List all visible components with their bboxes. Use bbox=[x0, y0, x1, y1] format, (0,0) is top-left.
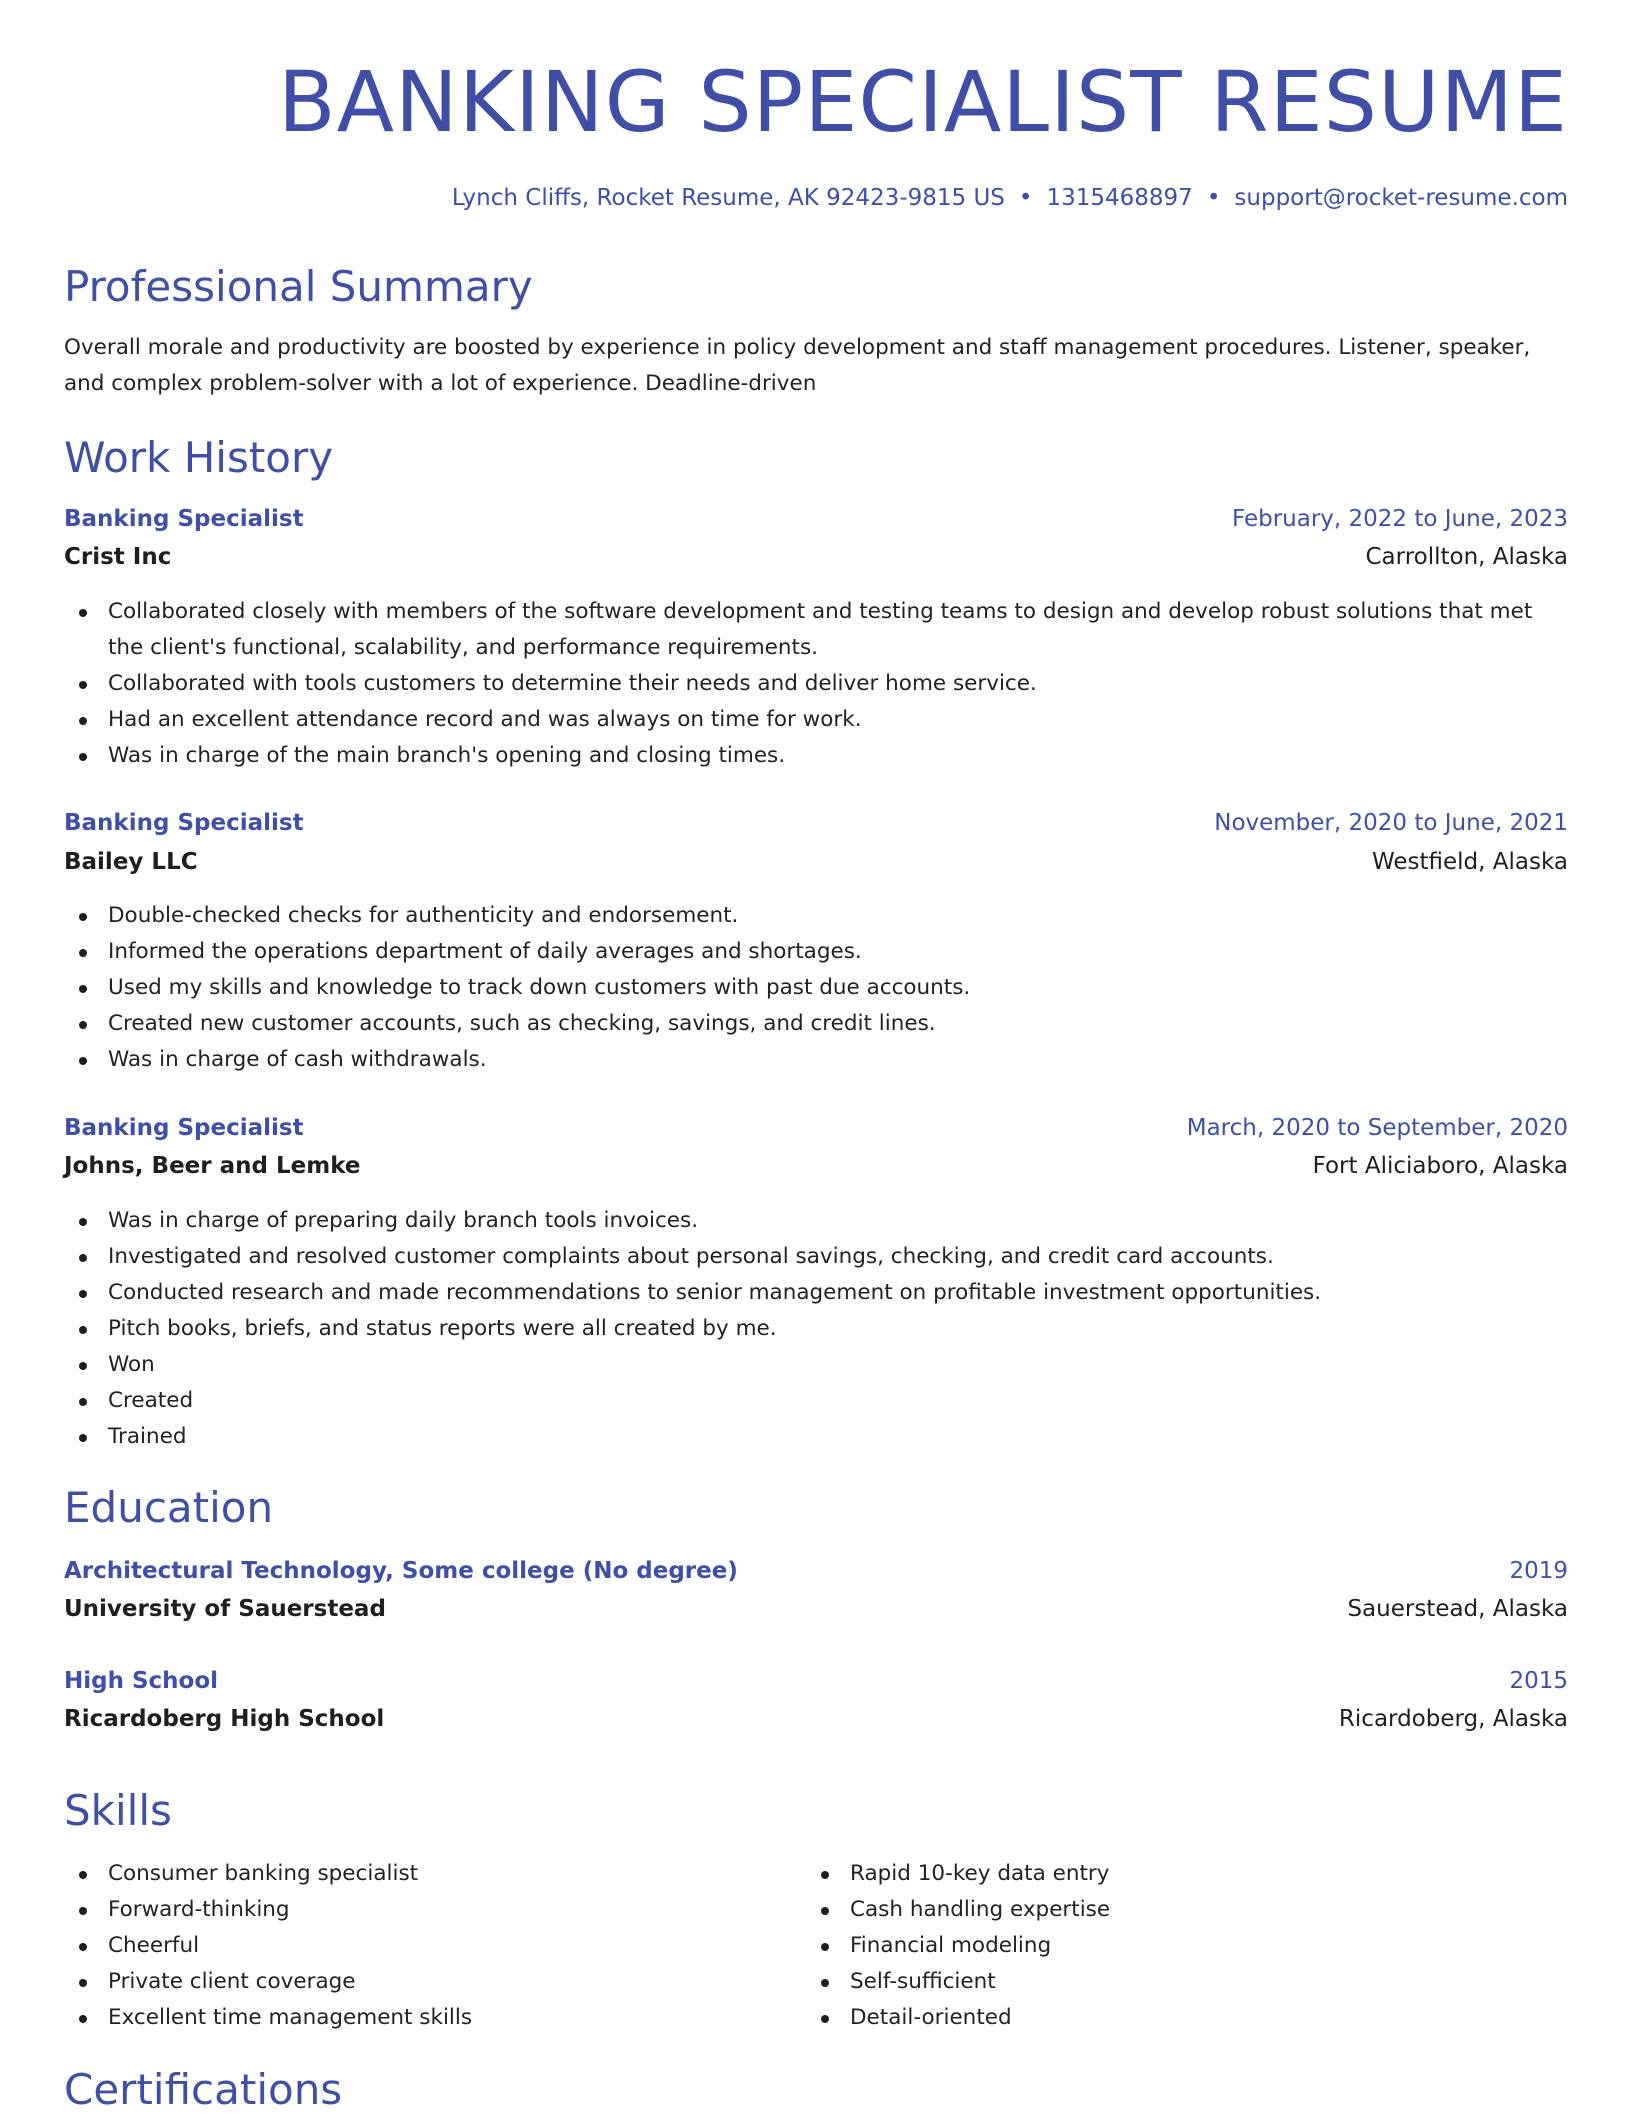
education-location: Sauerstead, Alaska bbox=[1347, 1596, 1568, 1622]
skills-heading: Skills bbox=[64, 1786, 172, 1835]
job-2-header bbox=[64, 804, 1568, 842]
list-item: Informed the operations department of daily averages and shortages. bbox=[108, 934, 1568, 970]
job-company: Johns, Beer and Lemke bbox=[64, 1153, 361, 1179]
skill-item: Forward-thinking bbox=[108, 1892, 808, 1928]
list-item: Was in charge of preparing daily branch tools invoices. bbox=[108, 1203, 1568, 1239]
contact-phone: 1315468897 bbox=[1046, 185, 1193, 211]
job-3-company-row bbox=[64, 1147, 1568, 1185]
list-item: Trained bbox=[108, 1419, 1568, 1455]
list-item: Was in charge of cash withdrawals. bbox=[108, 1042, 1568, 1078]
education-1-school-row bbox=[64, 1590, 1568, 1628]
skill-item: Consumer banking specialist bbox=[108, 1856, 808, 1892]
job-company: Bailey LLC bbox=[64, 849, 198, 875]
job-1-bullets bbox=[64, 594, 1568, 774]
list-item: Was in charge of the main branch's opening and closing times. bbox=[108, 738, 1568, 774]
list-item: Collaborated closely with members of the software development and testing teams to design and develop robust solutions that met the client's functional, scalability, and performance requirements. bbox=[108, 594, 1568, 666]
skill-item: Financial modeling bbox=[850, 1928, 1550, 1964]
summary-text: Overall morale and productivity are boosted by experience in policy development and staff management procedures. Listener, speaker, and complex problem-solver with a lot of experience. Deadline-driven bbox=[64, 335, 1531, 396]
contact-email: support@rocket-resume.com bbox=[1234, 185, 1568, 211]
job-location: Fort Aliciaboro, Alaska bbox=[1312, 1153, 1568, 1179]
job-1-company-row bbox=[64, 538, 1568, 576]
education-year: 2015 bbox=[1509, 1668, 1568, 1694]
contact-separator: • bbox=[1018, 185, 1033, 211]
work-history-heading: Work History bbox=[64, 433, 334, 482]
list-item: Collaborated with tools customers to determine their needs and deliver home service. bbox=[108, 666, 1568, 702]
education-school: University of Sauerstead bbox=[64, 1596, 386, 1622]
job-2-bullets bbox=[64, 898, 1568, 1078]
education-2-school-row bbox=[64, 1700, 1568, 1738]
job-3-bullets bbox=[64, 1203, 1568, 1455]
job-location: Westfield, Alaska bbox=[1371, 849, 1568, 875]
list-item: Investigated and resolved customer complaints about personal savings, checking, and credit card accounts. bbox=[108, 1239, 1568, 1275]
job-location: Carrollton, Alaska bbox=[1365, 544, 1568, 570]
skill-item: Private client coverage bbox=[108, 1964, 808, 2000]
job-title: Banking Specialist bbox=[64, 1115, 304, 1141]
job-dates: March, 2020 to September, 2020 bbox=[1186, 1115, 1568, 1141]
contact-address: Lynch Cliffs, Rocket Resume, AK 92423-9815 US bbox=[451, 185, 1005, 211]
list-item: Pitch books, briefs, and status reports were all created by me. bbox=[108, 1311, 1568, 1347]
education-year: 2019 bbox=[1509, 1558, 1568, 1584]
skill-item: Detail-oriented bbox=[850, 2000, 1550, 2036]
job-title: Banking Specialist bbox=[64, 810, 304, 836]
resume-title: BANKING SPECIALIST RESUME bbox=[277, 53, 1568, 151]
education-location: Ricardoberg, Alaska bbox=[1338, 1706, 1568, 1732]
education-degree: High School bbox=[64, 1668, 219, 1694]
list-item: Double-checked checks for authenticity and endorsement. bbox=[108, 898, 1568, 934]
skill-item: Cash handling expertise bbox=[850, 1892, 1550, 1928]
list-item: Created bbox=[108, 1383, 1568, 1419]
skills-list-left bbox=[64, 1856, 808, 2036]
list-item: Had an excellent attendance record and was always on time for work. bbox=[108, 702, 1568, 738]
list-item: Created new customer accounts, such as checking, savings, and credit lines. bbox=[108, 1006, 1568, 1042]
certifications-heading: Certifications bbox=[64, 2065, 343, 2114]
skills-list-right bbox=[806, 1856, 1550, 2036]
job-dates: February, 2022 to June, 2023 bbox=[1231, 506, 1568, 532]
job-company: Crist Inc bbox=[64, 544, 172, 570]
job-1-header bbox=[64, 500, 1568, 538]
list-item: Conducted research and made recommendations to senior management on profitable investment opportunities. bbox=[108, 1275, 1568, 1311]
skill-item: Rapid 10-key data entry bbox=[850, 1856, 1550, 1892]
list-item: Used my skills and knowledge to track down customers with past due accounts. bbox=[108, 970, 1568, 1006]
list-item: Won bbox=[108, 1347, 1568, 1383]
education-1-header bbox=[64, 1552, 1568, 1590]
summary-heading: Professional Summary bbox=[64, 262, 533, 311]
contact-line bbox=[452, 180, 1568, 216]
job-dates: November, 2020 to June, 2021 bbox=[1214, 810, 1568, 836]
education-2-header bbox=[64, 1662, 1568, 1700]
job-3-header bbox=[64, 1109, 1568, 1147]
skill-item: Cheerful bbox=[108, 1928, 808, 1964]
education-heading: Education bbox=[64, 1483, 274, 1532]
skill-item: Excellent time management skills bbox=[108, 2000, 808, 2036]
skill-item: Self-sufficient bbox=[850, 1964, 1550, 2000]
job-title: Banking Specialist bbox=[64, 506, 304, 532]
job-2-company-row bbox=[64, 843, 1568, 881]
education-degree: Architectural Technology, Some college (No degree) bbox=[64, 1558, 738, 1584]
education-school: Ricardoberg High School bbox=[64, 1706, 385, 1732]
contact-separator: • bbox=[1206, 185, 1221, 211]
